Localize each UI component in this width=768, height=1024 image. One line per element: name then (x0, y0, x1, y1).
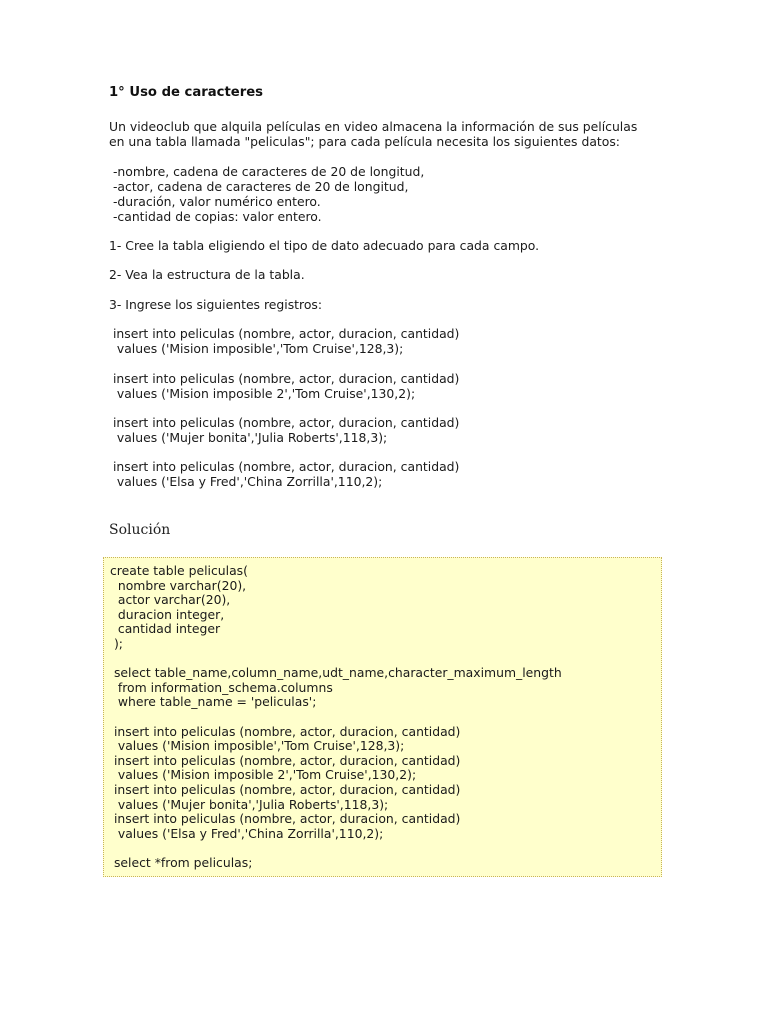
field-list (109, 164, 424, 224)
field-item: -actor, cadena de caracteres de 20 de longitud, (109, 179, 409, 194)
code-line: create table peliculas( (110, 563, 248, 578)
insert-statement-3 (109, 415, 459, 445)
code-line: ); (110, 635, 123, 651)
code-line: select *from peliculas; (110, 854, 253, 870)
code-line (110, 841, 562, 856)
solution-heading: Solución (109, 522, 171, 538)
code-line: values ('Mujer bonita','Julia Roberts',118,3); (110, 796, 389, 812)
exercise-title: 1° Uso de caracteres (109, 85, 264, 100)
code-line: from information_schema.columns (110, 679, 333, 695)
insert-line: insert into peliculas (nombre, actor, duracion, cantidad) (109, 459, 460, 474)
solution-code (110, 564, 562, 870)
code-line (110, 652, 562, 667)
values-line: values ('Elsa y Fred','China Zorrilla',110,2); (109, 474, 383, 489)
step-3 (109, 297, 322, 312)
code-line: duracion integer, (110, 606, 225, 622)
code-line: actor varchar(20), (110, 592, 231, 608)
code-line: values ('Mision imposible 2','Tom Cruise',130,2); (110, 767, 417, 783)
step-1 (109, 238, 539, 253)
code-line: where table_name = 'peliculas'; (110, 694, 317, 710)
step-2-text: 2- Vea la estructura de la tabla. (109, 267, 305, 282)
values-line: values ('Mujer bonita','Julia Roberts',118,3); (109, 430, 388, 445)
code-line: cantidad integer (110, 621, 221, 637)
values-line: values ('Mision imposible','Tom Cruise',128,3); (109, 341, 404, 356)
intro-line: Un videoclub que alquila películas en video almacena la información de sus películas (109, 119, 638, 134)
step-1-text: 1- Cree la tabla eligiendo el tipo de dato adecuado para cada campo. (109, 238, 540, 253)
intro-line: en una tabla llamada "peliculas"; para cada película necesita los siguientes datos: (109, 134, 620, 149)
code-line: select table_name,column_name,udt_name,character_maximum_length (110, 665, 562, 681)
code-line: insert into peliculas (nombre, actor, duracion, cantidad) (110, 723, 461, 739)
insert-line: insert into peliculas (nombre, actor, duracion, cantidad) (109, 371, 460, 386)
step-3-text: 3- Ingrese los siguientes registros: (109, 297, 323, 312)
code-line: values ('Mision imposible','Tom Cruise',128,3); (110, 738, 405, 754)
code-line: nombre varchar(20), (110, 577, 247, 593)
code-line (110, 710, 562, 725)
intro-paragraph (109, 119, 669, 149)
insert-statement-4 (109, 459, 459, 489)
code-line: values ('Elsa y Fred','China Zorrilla',110,2); (110, 825, 384, 841)
insert-statement-2 (109, 371, 459, 401)
code-line: insert into peliculas (nombre, actor, duracion, cantidad) (110, 811, 461, 827)
field-item: -nombre, cadena de caracteres de 20 de longitud, (109, 164, 425, 179)
insert-statement-1 (109, 326, 459, 356)
field-item: -cantidad de copias: valor entero. (109, 209, 322, 224)
step-2 (109, 267, 305, 282)
insert-line: insert into peliculas (nombre, actor, duracion, cantidad) (109, 326, 460, 341)
field-item: -duración, valor numérico entero. (109, 194, 321, 209)
insert-line: insert into peliculas (nombre, actor, duracion, cantidad) (109, 415, 460, 430)
code-line: insert into peliculas (nombre, actor, duracion, cantidad) (110, 781, 461, 797)
solution-code-box (103, 557, 662, 877)
values-line: values ('Mision imposible 2','Tom Cruise',130,2); (109, 386, 416, 401)
code-line: insert into peliculas (nombre, actor, duracion, cantidad) (110, 752, 461, 768)
